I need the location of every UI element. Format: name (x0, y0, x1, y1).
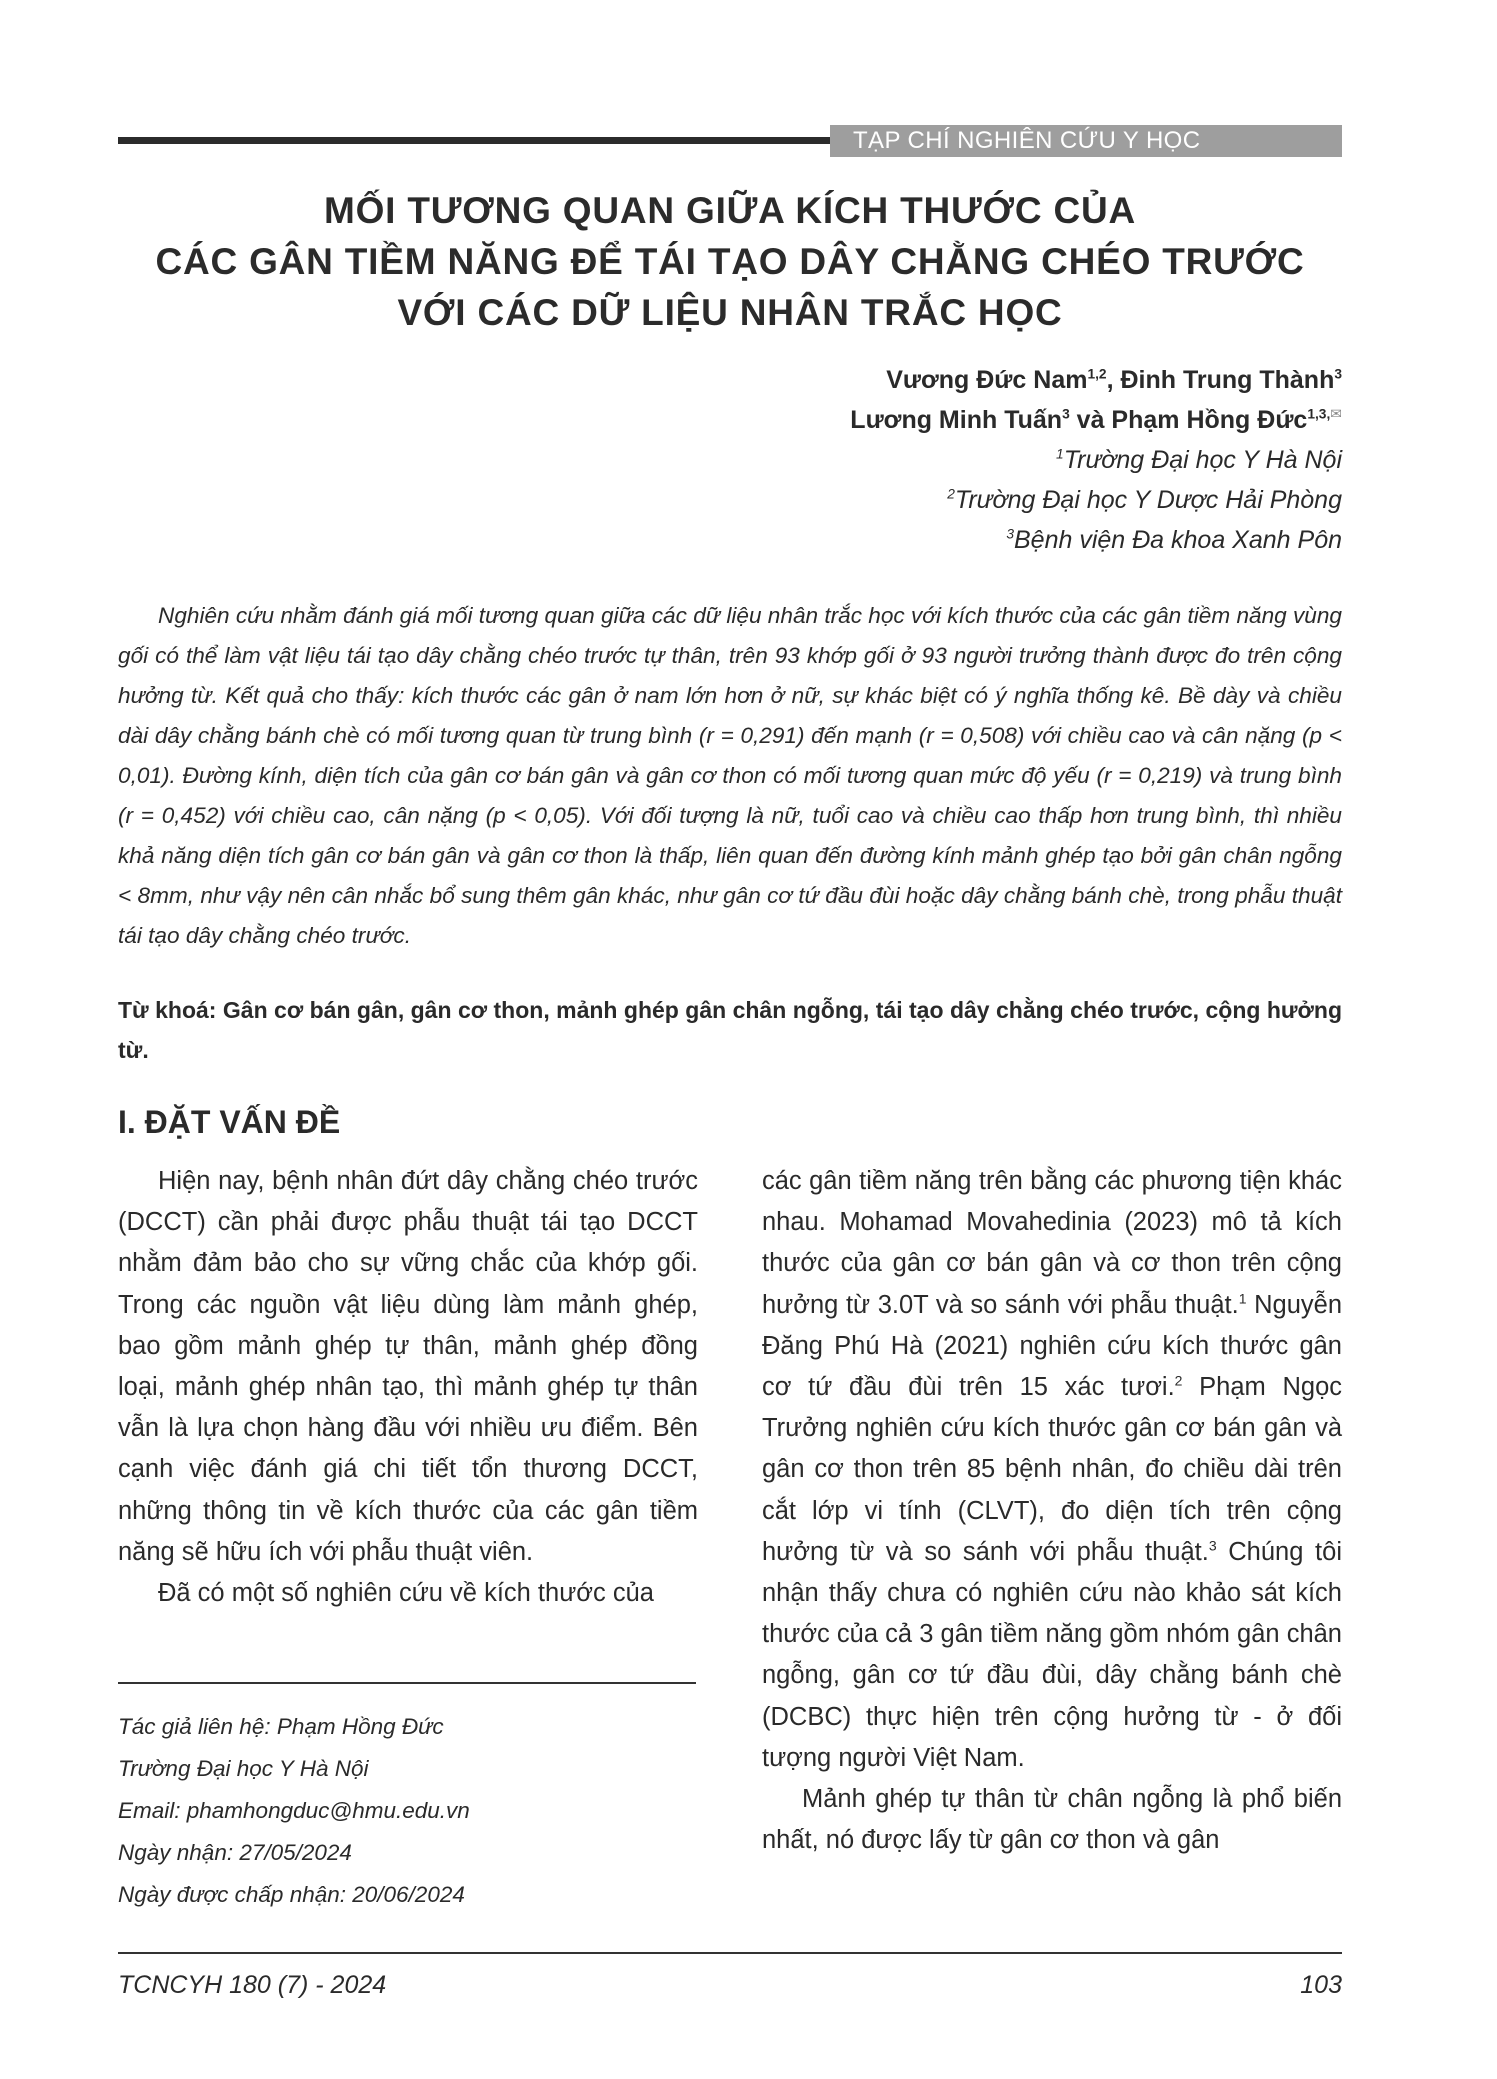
abstract: Nghiên cứu nhằm đánh giá mối tương quan giữa các dữ liệu nhân trắc học với kích thước của các gân tiềm năng vùng gối có thể làm vật liệu tái tạo dây chằng chéo trước tự thân, trên 93 khớp gối ở 93 người trưởng thành được đo trên cộng hưởng từ. Kết quả cho thấy: kích thước các gân ở nam lớn hơn ở nữ, sự khác biệt có ý nghĩa thống kê. Bề dày và chiều dài dây chằng bánh chè có mối tương quan từ trung bình (r = 0,291) đến mạnh (r = 0,508) với chiều cao và cân nặng (p < 0,01). Đường kính, diện tích của gân cơ bán gân và gân cơ thon có mối tương quan mức độ yếu (r = 0,219) và trung bình (r = 0,452) với chiều cao, cân nặng (p < 0,05). Với đối tượng là nữ, tuổi cao và chiều cao thấp hơn trung bình, thì nhiều khả năng diện tích gân cơ bán gân và gân cơ thon là thấp, liên quan đến đường kính mảnh ghép tạo bởi gân chân ngỗng < 8mm, như vậy nên cân nhắc bổ sung thêm gân khác, như gân cơ tứ đầu đùi hoặc dây chằng bánh chè, trong phẫu thuật tái tạo dây chằng chéo trước. (118, 603, 1342, 948)
footnote-rule (118, 1682, 696, 1684)
body-text: các gân tiềm năng trên bằng các phương tiện khác nhau. Mohamad Movahedinia (2023) mô tả kích thước của gân cơ bán gân và cơ thon trên cộng hưởng từ 3.0T và so sánh với phẫu thuật. (762, 1167, 1342, 1319)
contact-email: Email: phamhongduc@hmu.edu.vn (118, 1798, 470, 1823)
correspondence-footnote (118, 1706, 470, 1916)
author-name: Vương Đức Nam (886, 366, 1088, 394)
accepted-date: Ngày được chấp nhận: 20/06/2024 (118, 1882, 465, 1907)
article-title (100, 185, 1360, 338)
contact-author: Tác giả liên hệ: Phạm Hồng Đức (118, 1714, 444, 1739)
footer-rule (118, 1952, 1342, 1954)
header-rule (118, 137, 830, 144)
body-column-left (118, 1161, 698, 1614)
author-affiliation-ref: 3 (1334, 366, 1342, 382)
author-block (442, 360, 1342, 560)
journal-header: TẠP CHÍ NGHIÊN CỨU Y HỌC (830, 125, 1342, 157)
author-separator: , (1106, 366, 1121, 394)
keywords: Từ khoá: Gân cơ bán gân, gân cơ thon, mảnh ghép gân chân ngỗng, tái tạo dây chằng chéo trước, cộng hưởng từ. (118, 997, 1342, 1063)
affiliation (442, 440, 1342, 480)
author-line-2 (442, 400, 1342, 440)
title-line-1: MỐI TƯƠNG QUAN GIỮA KÍCH THƯỚC CỦA (323, 190, 1137, 231)
body-text: Nguyễn Đăng Phú Hà (2021) nghiên cứu kích thước gân cơ tứ đầu đùi trên 15 xác tươi. (762, 1290, 1342, 1402)
body-column-right (762, 1161, 1342, 1861)
title-line-2: CÁC GÂN TIỀM NĂNG ĐỂ TÁI TẠO DÂY CHẰNG CHÉO TRƯỚC (155, 241, 1305, 282)
journal-reference: TCNCYH 180 (7) - 2024 (118, 1971, 387, 1999)
affiliation-number: 3 (1006, 526, 1014, 542)
affiliation (442, 480, 1342, 520)
author-name: Đinh Trung Thành (1120, 366, 1335, 394)
author-affiliation-ref: 1,3, (1307, 406, 1331, 422)
affiliation-name: Trường Đại học Y Dược Hải Phòng (954, 486, 1342, 514)
citation-ref: 3 (1208, 1537, 1217, 1554)
author-name: Lương Minh Tuấn (850, 406, 1063, 434)
citation-ref: 1 (1238, 1290, 1247, 1307)
contact-institution: Trường Đại học Y Hà Nội (118, 1756, 369, 1781)
received-date: Ngày nhận: 27/05/2024 (118, 1840, 352, 1865)
affiliation-number: 2 (947, 486, 955, 502)
section-heading: I. ĐẶT VẤN ĐỀ (118, 1104, 341, 1140)
body-text: Phạm Ngọc Trưởng nghiên cứu kích thước gân cơ bán gân và gân cơ thon trên 85 bệnh nhân, đo chiều dài trên cắt lớp vi tính (CLVT), đo diện tích trên cộng hưởng từ và so sánh với phẫu thuật. (762, 1373, 1342, 1566)
author-affiliation-ref: 3 (1062, 406, 1070, 422)
corresponding-author-name: Phạm Hồng Đức (1111, 406, 1308, 434)
affiliation (442, 520, 1342, 560)
body-text: Chúng tôi nhận thấy chưa có nghiên cứu nào khảo sát kích thước của cả 3 gân tiềm năng gồm nhóm gân chân ngỗng, gân cơ tứ đầu đùi, dây chằng bánh chè (DCBC) thực hiện trên cộng hưởng từ - ở đối tượng người Việt Nam. (762, 1537, 1342, 1772)
citation-ref: 2 (1174, 1372, 1183, 1389)
affiliation-name: Trường Đại học Y Hà Nội (1063, 446, 1342, 474)
affiliation-number: 1 (1056, 446, 1064, 462)
affiliation-name: Bệnh viện Đa khoa Xanh Pôn (1013, 526, 1342, 554)
title-line-3: VỚI CÁC DỮ LIỆU NHÂN TRẮC HỌC (397, 292, 1063, 333)
mail-icon: ✉ (1330, 405, 1342, 422)
page-number: 103 (1300, 1971, 1342, 1999)
body-paragraph: Mảnh ghép tự thân từ chân ngỗng là phổ biến nhất, nó được lấy từ gân cơ thon và gân (762, 1785, 1342, 1855)
author-conjunction: và (1069, 406, 1112, 434)
body-paragraph: Đã có một số nghiên cứu về kích thước của (158, 1579, 654, 1608)
body-paragraph: Hiện nay, bệnh nhân đứt dây chằng chéo trước (DCCT) cần phải được phẫu thuật tái tạo DCCT nhằm đảm bảo cho sự vững chắc của khớp gối. Trong các nguồn vật liệu dùng làm mảnh ghép, bao gồm mảnh ghép tự thân, mảnh ghép đồng loại, mảnh ghép nhân tạo, thì mảnh ghép tự thân vẫn là lựa chọn hàng đầu với nhiều ưu điểm. Bên cạnh việc đánh giá chi tiết tổn thương DCCT, những thông tin về kích thước của các gân tiềm năng sẽ hữu ích với phẫu thuật viên. (118, 1167, 698, 1566)
author-affiliation-ref: 1,2 (1087, 366, 1107, 382)
author-line-1 (442, 360, 1342, 400)
body-paragraph (762, 1161, 1342, 1779)
